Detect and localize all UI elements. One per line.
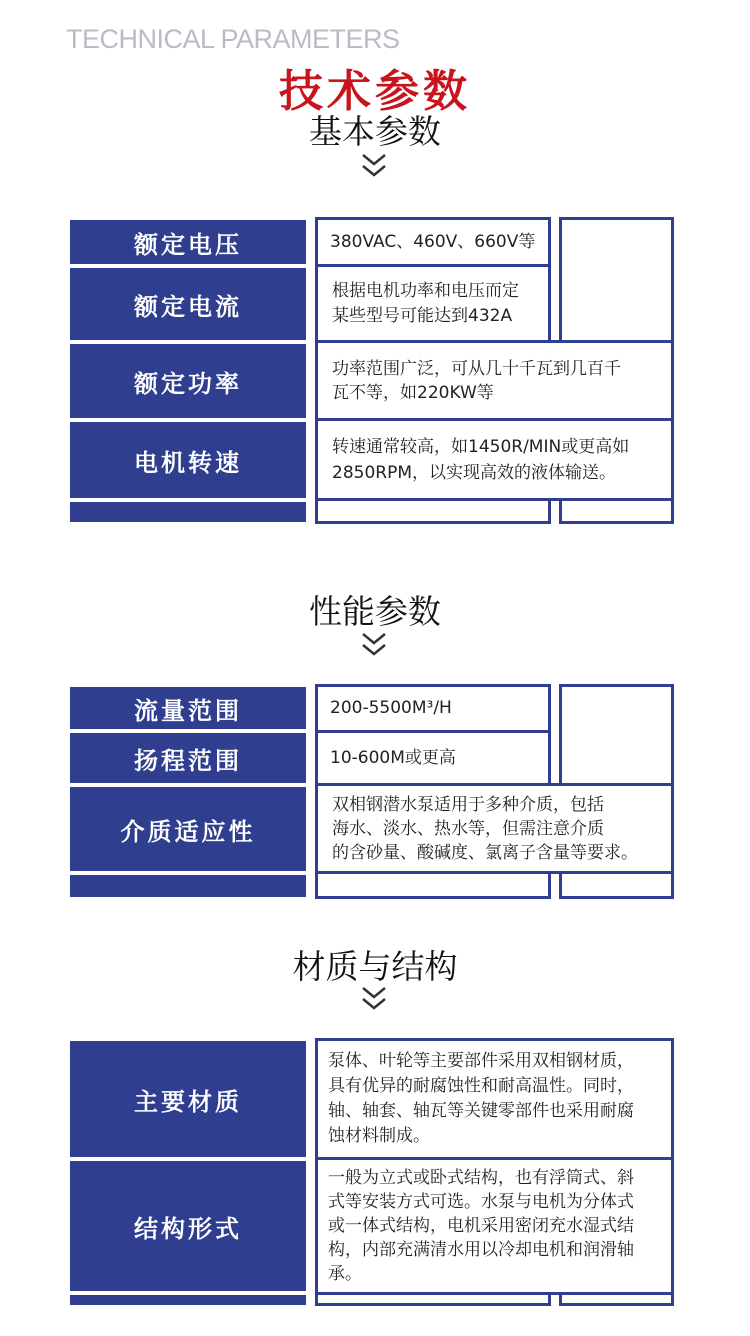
label-structure-form: 结构形式 (70, 1161, 306, 1291)
value-rated-current: 根据电机功率和电压而定 某些型号可能达到432A (315, 264, 551, 343)
empty-cell (559, 1292, 674, 1306)
chevron-down-double-icon (359, 985, 389, 1013)
empty-cell (315, 498, 551, 524)
empty-cell (315, 871, 551, 899)
label-head-range: 扬程范围 (70, 733, 306, 783)
label-empty-row (70, 502, 306, 522)
empty-cell (559, 498, 674, 524)
label-rated-power: 额定功率 (70, 344, 306, 418)
value-main-material: 泵体、叶轮等主要部件采用双相钢材质， 具有优异的耐腐蚀性和耐高温性。同时， 轴、轴套、轴瓦等关键零部件也采用耐腐 蚀材料制成。 (315, 1038, 674, 1160)
page-title: 技术参数 (279, 66, 471, 117)
empty-cell (559, 871, 674, 899)
value-structure-form: 一般为立式或卧式结构，也有浮筒式、斜 式等安装方式可选。水泵与电机为分体式 或一体式结构，电机采用密闭充水湿式结 构，内部充满清水用以冷却电机和润滑轴 承。 (315, 1157, 674, 1295)
section-title-performance: 性能参数 (309, 592, 441, 631)
label-rated-voltage: 额定电压 (70, 220, 306, 264)
value-flow-range: 200-5500M³/H (315, 684, 551, 733)
label-medium-adaptability: 介质适应性 (70, 787, 306, 871)
english-title: TECHNICAL PARAMETERS (66, 24, 400, 54)
label-main-material: 主要材质 (70, 1041, 306, 1157)
value-rated-voltage: 380VAC、460V、660V等 (315, 217, 551, 267)
value-rated-power: 功率范围广泛，可从几十千瓦到几百千 瓦不等，如220KW等 (315, 340, 674, 421)
label-motor-speed: 电机转速 (70, 422, 306, 498)
label-empty-row (70, 875, 306, 897)
value-medium-adaptability: 双相钢潜水泵适用于多种介质，包括 海水、淡水、热水等，但需注意介质 的含砂量、酸碱度、氯离子含量等要求。 (315, 783, 674, 874)
value-head-range: 10-600M或更高 (315, 730, 551, 786)
chevron-down-double-icon (359, 631, 389, 659)
section-title-basic: 基本参数 (309, 112, 441, 151)
label-empty-row (70, 1295, 306, 1305)
empty-cell (559, 217, 674, 343)
empty-cell (559, 684, 674, 786)
empty-cell (315, 1292, 551, 1306)
chevron-down-double-icon (359, 152, 389, 180)
section-title-material-structure: 材质与结构 (292, 947, 458, 986)
label-flow-range: 流量范围 (70, 687, 306, 729)
value-motor-speed: 转速通常较高，如1450R/MIN或更高如 2850RPM，以实现高效的液体输送。 (315, 418, 674, 501)
label-rated-current: 额定电流 (70, 268, 306, 340)
